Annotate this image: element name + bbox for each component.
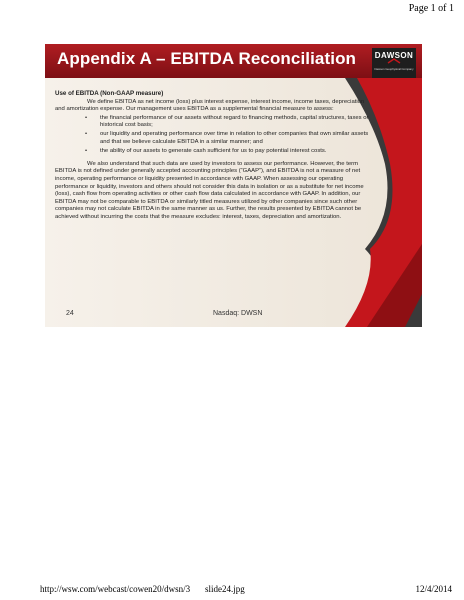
intro-paragraph: We define EBITDA as net income (loss) plus interest expense, interest income, income taxes, depreciation and amortization expense. Our management uses EBITDA as a supplemental financial measure to assess: xyxy=(55,98,365,113)
bullet-list xyxy=(55,115,373,156)
slide-number: 24 xyxy=(66,310,74,317)
logo-subtitle: Dawson Geophysical Company xyxy=(374,67,414,71)
list-item: • our liquidity and operating performance over time in relation to other companies that own similar assets and that we believe calculate EBITDA in a similar manner; and xyxy=(85,131,369,146)
slide-body xyxy=(55,90,373,222)
logo-wordmark: DAWSON xyxy=(374,51,414,60)
file-name: slide24.jpg xyxy=(205,584,245,594)
source-url: http://wsw.com/webcast/cowen20/dwsn/3 xyxy=(40,584,191,594)
title-banner xyxy=(45,44,422,78)
list-item: • the ability of our assets to generate cash sufficient for us to pay potential interest costs. xyxy=(85,148,327,155)
page-indicator: Page 1 of 1 xyxy=(408,3,454,14)
print-footer xyxy=(0,584,464,598)
bullet-icon: • xyxy=(85,148,88,155)
ticker-label: Nasdaq: DWSN xyxy=(213,310,263,317)
closing-paragraph: We also understand that such data are used by investors to assess our performance. However, the term EBITDA is not defined under generally accepted accounting principles (“GAAP”), and EBITDA is not a measure of net income, operating performance or liquidity presented in accordance with GAAP. When assessing our operating performance or liquidity, investors and others should not consider this data in isolation or as a substitute for net income (loss), cash flow from operating activities or other cash flow data calculated in accordance with GAAP. In addition, our EBITDA may not be comparable to EBITDA or similarly titled measures utilized by other companies since such other companies may not calculate EBITDA in the same manner as us. Further, the results presented by EBITDA cannot be achieved without incurring the costs that the measure excludes: interest, taxes, depreciation and amortization. xyxy=(55,160,364,220)
bullet-icon: • xyxy=(85,114,88,121)
bullet-icon: • xyxy=(85,131,88,138)
section-heading: Use of EBITDA (Non-GAAP measure) xyxy=(55,90,164,97)
slide-title: Appendix A – EBITDA Reconciliation xyxy=(57,49,357,68)
company-logo xyxy=(372,48,416,78)
slide-image xyxy=(45,44,422,327)
list-item: • the financial performance of our assets without regard to financing methods, capital structures, taxes or historical cost basis; xyxy=(85,114,369,129)
print-date: 12/4/2014 xyxy=(415,584,452,594)
